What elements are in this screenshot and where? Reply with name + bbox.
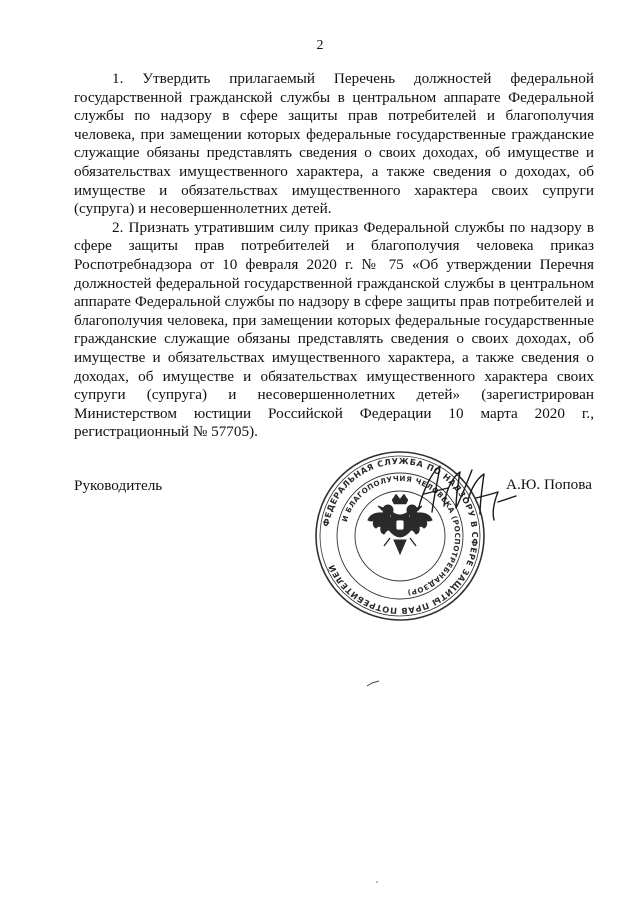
signatory-name: А.Ю. Попова [506,476,592,493]
seal-outer-text: ФЕДЕРАЛЬНАЯ СЛУЖБА ПО НАДЗОРУ В СФЕРЕ ЗАЩИТЫ ПРАВ ПОТРЕБИТЕЛЕЙ [320,455,481,617]
paragraph-1: 1. Утвердить прилагаемый Перечень должностей федеральной государственной гражданской службы в центральном аппарате Федеральной службы по надзору в сфере защиты прав потребителей и благополучия человека, при замещении которых федеральные государственные гражданские служащие обязаны представлять сведения о своих доходах, об имуществе и обязательствах имущественного характера, а также сведения о доходах, об имуществе и обязательствах имущественного характера своих супруги (супруга) и несовершеннолетних детей. [74,70,594,218]
scan-speck [374,880,380,884]
handwritten-signature [410,458,520,528]
seal-inner-text: И БЛАГОПОЛУЧИЯ ЧЕЛОВЕКА (РОСПОТРЕБНАДЗОР) [339,473,463,598]
signatory-role: Руководитель [74,477,163,494]
document-body [74,70,594,442]
paragraph-2: 2. Признать утратившим силу приказ Федеральной службы по надзору в сфере защиты прав потребителей и благополучия человека приказ Роспотребнадзора от 10 февраля 2020 г. № 75 «Об утверждении Перечня должностей федеральной государственной гражданской службы в центральном аппарате Федеральной службы по надзору в сфере защиты прав потребителей и благополучия человека, при замещении которых федеральные государственные гражданские служащие обязаны представлять сведения о своих доходах, об имуществе и обязательствах имущественного характера, а также сведения о доходах, об имуществе и обязательствах имущественного характера своих супруги (супруга) и несовершеннолетних детей» (зарегистрирован Министерством юстиции Российской Федерации 10 марта 2020 г., регистрационный № 57705). [74,218,594,441]
scan-speck [366,680,380,688]
page-number: 2 [316,38,324,53]
